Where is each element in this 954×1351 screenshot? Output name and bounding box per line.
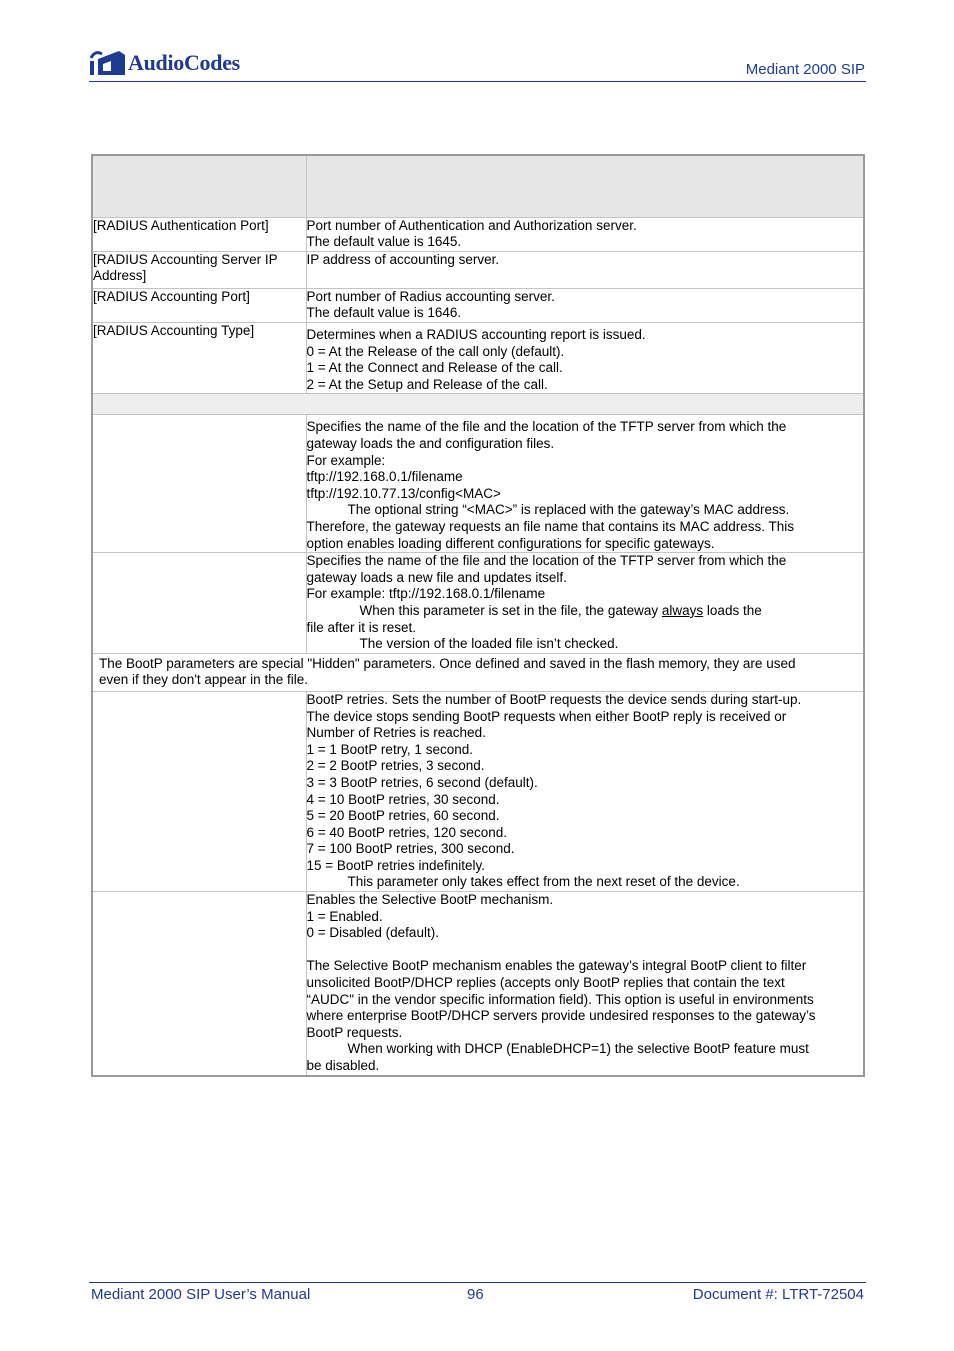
- param-description: Enables the Selective BootP mechanism. 1 = Enabled. 0 = Disabled (default). The Selective BootP mechanism enables the gateway’s integral BootP client to filter unsolicited BootP/DHCP replies (accepts only BootP replies that contain the text “AUDC" in the vendor specific information field). This option is useful in environments where enterprise BootP/DHCP servers provide undesired responses to the gateway’s BootP requests. When working with DHCP (EnableDHCP=1) the selective BootP feature must be disabled.: [306, 892, 864, 1076]
- table-row: [92, 892, 864, 1076]
- param-description: BootP retries. Sets the number of BootP requests the device sends during start-up. The device stops sending BootP requests when either BootP reply is received or Number of Retries is reached. 1 = 1 BootP retry, 1 second. 2 = 2 BootP retries, 3 second. 3 = 3 BootP retries, 6 second (default). 4 = 10 BootP retries, 30 second. 5 = 20 BootP retries, 60 second. 6 = 40 BootP retries, 120 second. 7 = 100 BootP retries, 300 second. 15 = BootP retries indefinitely. This parameter only takes effect from the next reset of the device.: [306, 691, 864, 891]
- section-header-row: [92, 394, 864, 415]
- audiocodes-logo: [89, 48, 240, 78]
- param-description: Determines when a RADIUS accounting report is issued. 0 = At the Release of the call only (default). 1 = At the Connect and Release of the call. 2 = At the Setup and Release of the call.: [306, 323, 864, 394]
- table-row: [92, 553, 864, 654]
- note-text: When working with DHCP (EnableDHCP=1) the selective BootP feature must: [347, 1041, 809, 1057]
- param-name: [92, 553, 306, 654]
- param-description: IP address of accounting server.: [306, 251, 864, 288]
- table-row: [92, 288, 864, 322]
- table-row: [92, 251, 864, 288]
- parameters-table: [91, 154, 865, 1077]
- table-row: [92, 217, 864, 251]
- page-footer: [89, 1282, 866, 1312]
- note-text: The optional string “<MAC>” is replaced with the gateway’s MAC address.: [347, 502, 790, 518]
- param-name: [92, 415, 306, 553]
- logo-text: AudioCodes: [128, 50, 240, 75]
- param-name: [RADIUS Accounting Port]: [92, 288, 306, 322]
- header-product-name: Mediant 2000 SIP: [745, 61, 865, 78]
- param-name: [92, 892, 306, 1076]
- note-text: This parameter only takes effect from the next reset of the device.: [347, 874, 740, 890]
- table-row: [92, 323, 864, 394]
- param-name: [RADIUS Accounting Type]: [92, 323, 306, 394]
- param-description: Specifies the name of the file and the location of the TFTP server from which the gateway loads a new file and updates itself. For example: tftp://192.168.0.1/filename When this parameter is set in the file, the gateway always loads the file after it is reset. The version of the loaded file isn’t checked.: [306, 553, 864, 654]
- note-text: The version of the loaded file isn’t checked.: [359, 636, 619, 652]
- table-row: [92, 415, 864, 553]
- param-description: Specifies the name of the file and the location of the TFTP server from which the gateway loads the and configuration files. For example: tftp://192.168.0.1/filename tftp://192.10.77.13/config<MAC> The optional string “<MAC>” is replaced with the gateway’s MAC address. Therefore, the gateway requests an file name that contains its MAC address. This option enables loading different configurations for specific gateways.: [306, 415, 864, 553]
- audiocodes-logo-icon: [89, 49, 127, 77]
- page-number: 96: [467, 1286, 484, 1303]
- page-header: [89, 46, 866, 82]
- param-name: [RADIUS Accounting Server IP Address]: [92, 251, 306, 288]
- param-name: [92, 691, 306, 891]
- param-description: Port number of Authentication and Authorization server. The default value is 1645.: [306, 217, 864, 251]
- param-name: [RADIUS Authentication Port]: [92, 217, 306, 251]
- table-row: [92, 691, 864, 891]
- bootp-note-row: The BootP parameters are special "Hidden" parameters. Once defined and saved in the flash memory, they are used even if they don't appear in the file.: [92, 653, 864, 691]
- table-header-row: [92, 155, 864, 217]
- document-number: Document #: LTRT-72504: [692, 1286, 864, 1303]
- footer-manual-title: Mediant 2000 SIP User’s Manual: [91, 1286, 311, 1303]
- note-text: When this parameter is set in the file, the gateway always loads the: [359, 602, 762, 618]
- param-description: Port number of Radius accounting server. The default value is 1646.: [306, 288, 864, 322]
